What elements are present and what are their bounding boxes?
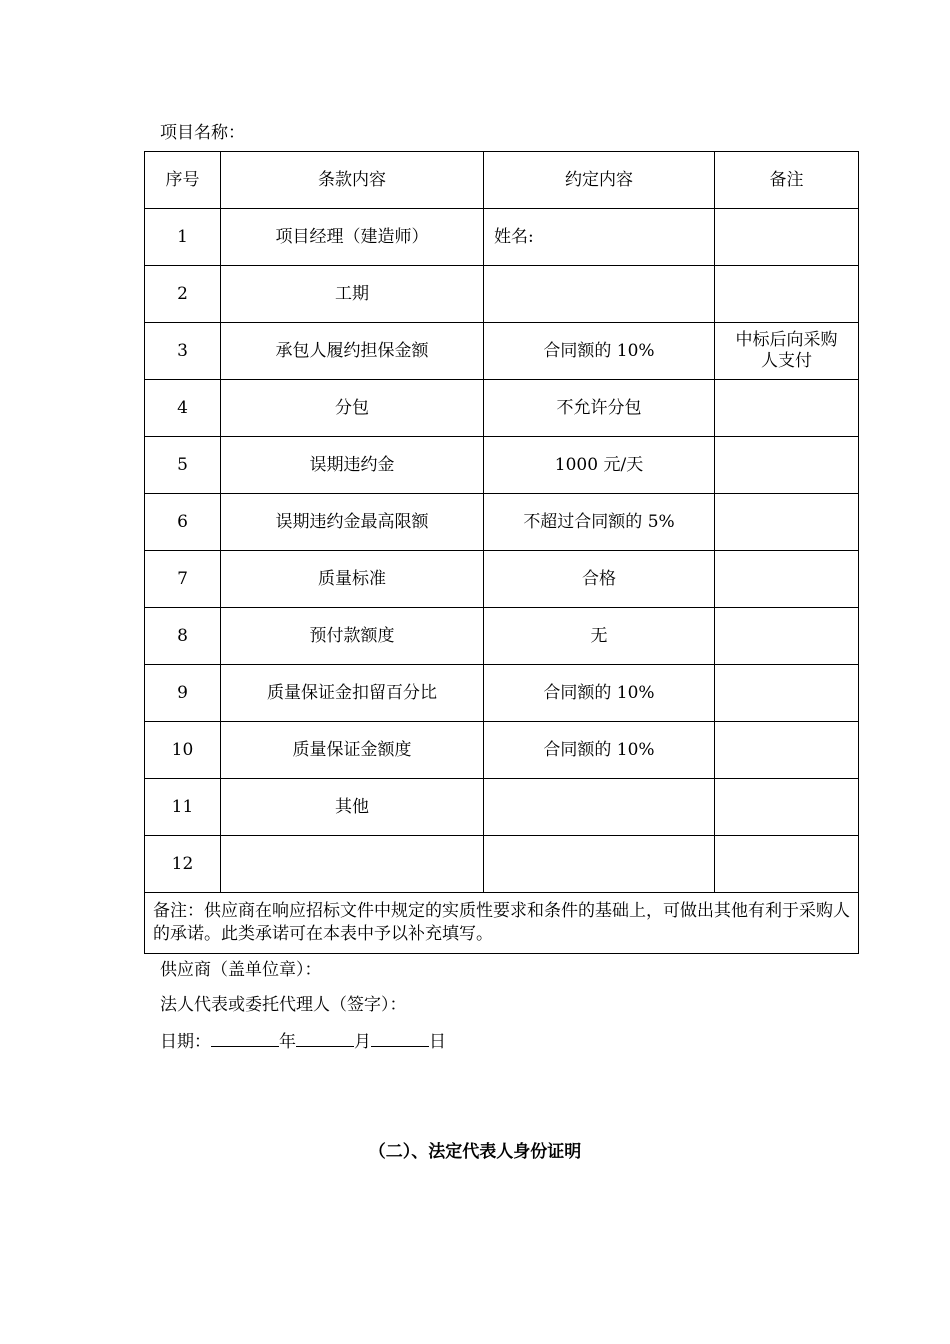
row-number: 2: [145, 266, 221, 323]
table-note-row: [145, 893, 859, 954]
agreed-cell: 合同额的 10%: [484, 323, 715, 380]
agreed-cell: 合同额的 10%: [484, 722, 715, 779]
day-label: 日: [429, 1032, 446, 1052]
table-row: [145, 380, 859, 437]
table-row: [145, 665, 859, 722]
clause-cell: [221, 836, 484, 893]
remark-cell: [715, 608, 859, 665]
supplier-seal-label: 供应商（盖单位章）：: [160, 960, 322, 980]
table-row: [145, 209, 859, 266]
table-row: [145, 836, 859, 893]
row-number: 4: [145, 380, 221, 437]
table-row: [145, 608, 859, 665]
table-row: [145, 779, 859, 836]
table-row: [145, 494, 859, 551]
remark-cell: [715, 380, 859, 437]
remark-cell: 中标后向采购人支付: [715, 323, 859, 380]
agreed-cell: 不超过合同额的 5%: [484, 494, 715, 551]
column-header-remark: 备注: [715, 152, 859, 209]
row-number: 1: [145, 209, 221, 266]
date-label: 日期：: [160, 1032, 211, 1052]
remark-cell: [715, 437, 859, 494]
signature-block: [160, 960, 446, 1065]
table-row: [145, 323, 859, 380]
clause-cell: 误期违约金: [221, 437, 484, 494]
table-header-row: [145, 152, 859, 209]
clause-cell: 质量保证金扣留百分比: [221, 665, 484, 722]
agreed-cell: 1000 元/天: [484, 437, 715, 494]
remark-cell: [715, 836, 859, 893]
representative-signature-label: 法人代表或委托代理人（签字）：: [160, 995, 407, 1015]
clause-cell: 质量保证金额度: [221, 722, 484, 779]
clause-cell: 项目经理（建造师）: [221, 209, 484, 266]
row-number: 7: [145, 551, 221, 608]
row-number: 3: [145, 323, 221, 380]
remark-cell: [715, 266, 859, 323]
column-header-clause: 条款内容: [221, 152, 484, 209]
row-number: 8: [145, 608, 221, 665]
clause-cell: 质量标准: [221, 551, 484, 608]
section-title: （二）、法定代表人身份证明: [368, 1142, 582, 1162]
clause-cell: 预付款额度: [221, 608, 484, 665]
remark-cell: [715, 722, 859, 779]
row-number: 10: [145, 722, 221, 779]
day-blank: [371, 1030, 429, 1047]
row-number: 9: [145, 665, 221, 722]
clause-cell: 其他: [221, 779, 484, 836]
table-row: [145, 551, 859, 608]
clause-cell: 分包: [221, 380, 484, 437]
row-number: 6: [145, 494, 221, 551]
year-blank: [211, 1030, 279, 1047]
row-number: 12: [145, 836, 221, 893]
table-note: 备注：供应商在响应招标文件中规定的实质性要求和条件的基础上，可做出其他有利于采购人的承诺。此类承诺可在本表中予以补充填写。: [145, 893, 859, 954]
agreed-cell: 无: [484, 608, 715, 665]
row-number: 11: [145, 779, 221, 836]
agreed-cell: 合格: [484, 551, 715, 608]
remark-cell: [715, 494, 859, 551]
remark-cell: [715, 665, 859, 722]
contract-terms-table: [144, 151, 859, 954]
clause-cell: 工期: [221, 266, 484, 323]
year-label: 年: [279, 1032, 296, 1052]
remark-cell: [715, 209, 859, 266]
column-header-agreed: 约定内容: [484, 152, 715, 209]
column-header-number: 序号: [145, 152, 221, 209]
project-name-label: 项目名称：: [160, 123, 245, 143]
agreed-cell: [484, 779, 715, 836]
agreed-cell: [484, 266, 715, 323]
remark-cell: [715, 779, 859, 836]
table-row: [145, 722, 859, 779]
table-row: [145, 266, 859, 323]
row-number: 5: [145, 437, 221, 494]
agreed-cell: 姓名:: [484, 209, 715, 266]
clause-cell: 承包人履约担保金额: [221, 323, 484, 380]
agreed-cell: [484, 836, 715, 893]
agreed-cell: 不允许分包: [484, 380, 715, 437]
clause-cell: 误期违约金最高限额: [221, 494, 484, 551]
agreed-cell: 合同额的 10%: [484, 665, 715, 722]
date-line: [160, 1030, 446, 1065]
remark-cell: [715, 551, 859, 608]
month-label: 月: [354, 1032, 371, 1052]
month-blank: [296, 1030, 354, 1047]
table-row: [145, 437, 859, 494]
